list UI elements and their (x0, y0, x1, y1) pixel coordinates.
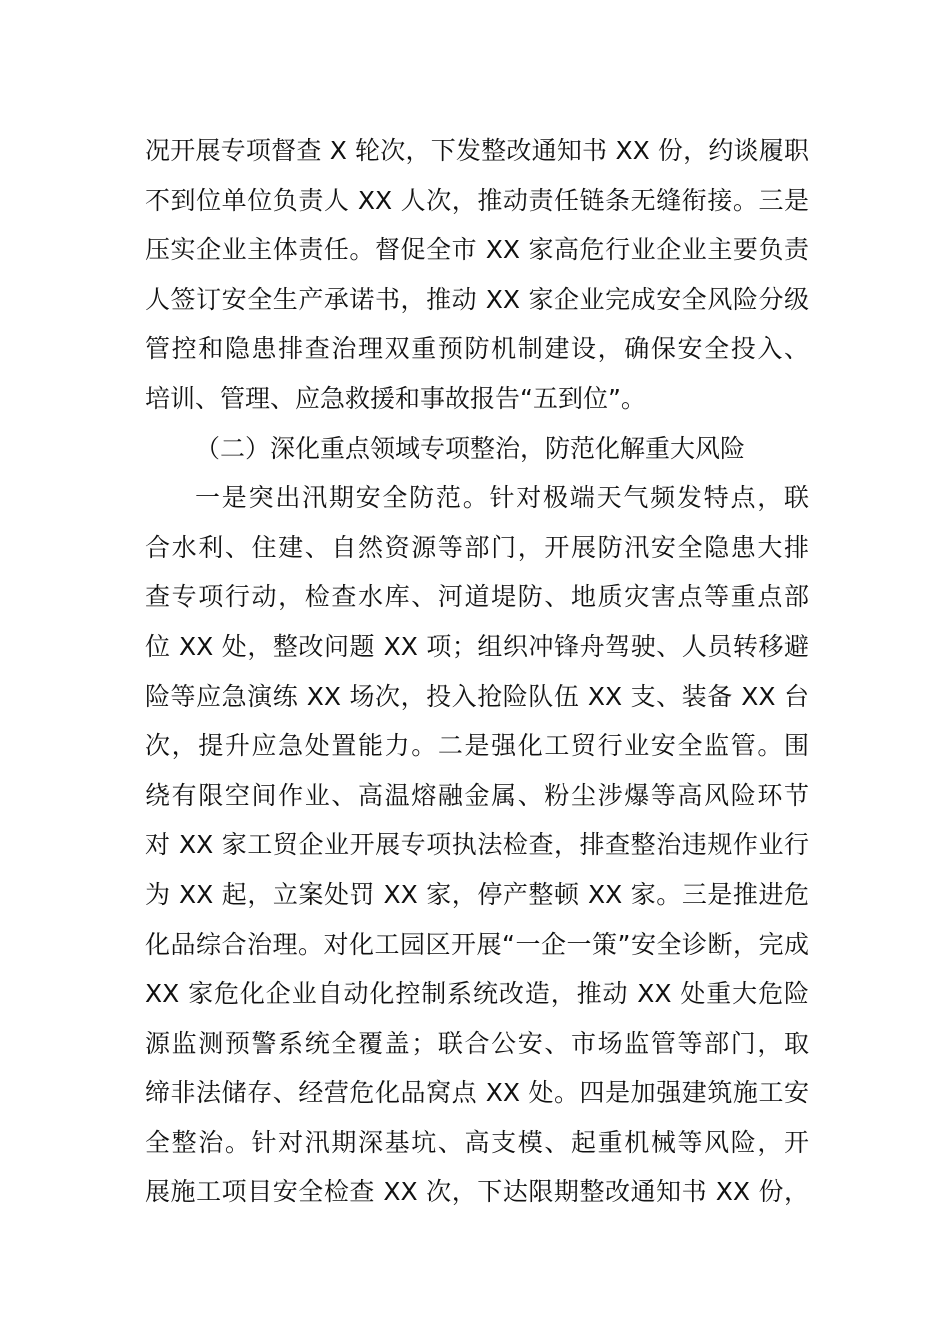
paragraph-line: 绕有限空间作业、高温熔融金属、粉尘涉爆等高风险环节 (145, 780, 809, 810)
paragraph-line: 全整治。针对汛期深基坑、高支模、起重机械等风险，开 (145, 1127, 809, 1157)
paragraph-line: 次，提升应急处置能力。二是强化工贸行业安全监管。围 (145, 731, 809, 761)
paragraph-line: 人签订安全生产承诺书，推动 XX 家企业完成安全风险分级 (145, 284, 809, 314)
document-body (145, 126, 809, 1217)
paragraph-line: 查专项行动，检查水库、河道堤防、地质灾害点等重点部 (145, 582, 809, 612)
paragraph-line: 为 XX 起，立案处罚 XX 家，停产整顿 XX 家。三是推进危 (145, 879, 809, 909)
paragraph-line: 况开展专项督查 X 轮次，下发整改通知书 XX 份，约谈履职 (145, 136, 809, 165)
paragraph-line: XX 家危化企业自动化控制系统改造，推动 XX 处重大危险 (145, 979, 809, 1009)
paragraph-line: 管控和隐患排查治理双重预防机制建设，确保安全投入、 (145, 334, 809, 364)
paragraph-line: 一是突出汛期安全防范。针对极端天气频发特点，联 (195, 483, 809, 513)
paragraph-line: 缔非法储存、经营危化品窝点 XX 处。四是加强建筑施工安 (145, 1078, 809, 1108)
paragraph-line: 源监测预警系统全覆盖；联合公安、市场监管等部门，取 (145, 1028, 809, 1058)
paragraph-line: 化品综合治理。对化工园区开展“一企一策”安全诊断，完成 (145, 929, 809, 959)
paragraph-line: 合水利、住建、自然资源等部门，开展防汛安全隐患大排 (145, 532, 809, 562)
paragraph-line: 险等应急演练 XX 场次，投入抢险队伍 XX 支、装备 XX 台 (145, 681, 809, 711)
paragraph-2 (145, 473, 809, 1217)
paragraph-line: 不到位单位负责人 XX 人次，推动责任链条无缝衔接。三是 (145, 185, 809, 215)
paragraph-line: 压实企业主体责任。督促全市 XX 家高危行业企业主要负责 (145, 235, 809, 265)
section-heading: （二）深化重点领域专项整治，防范化解重大风险 (195, 433, 746, 463)
paragraph-line: 对 XX 家工贸企业开展专项执法检查，排查整治违规作业行 (145, 830, 809, 860)
paragraph-line: 展施工项目安全检查 XX 次，下达限期整改通知书 XX 份， (145, 1177, 809, 1207)
paragraph-line: 位 XX 处，整改问题 XX 项；组织冲锋舟驾驶、人员转移避 (145, 631, 809, 661)
paragraph-line: 培训、管理、应急救援和事故报告“五到位”。 (145, 383, 646, 413)
paragraph-1 (145, 126, 809, 424)
